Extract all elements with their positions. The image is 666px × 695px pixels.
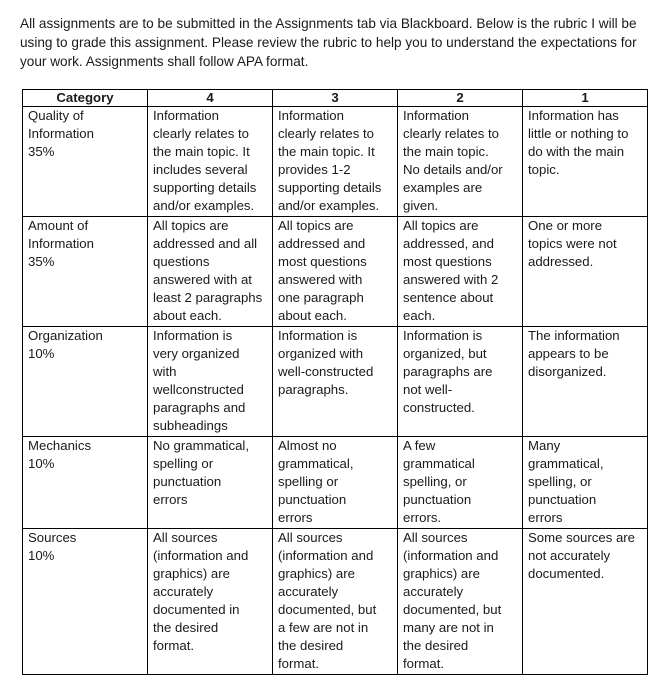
- criteria-cell-2: A few grammatical spelling, or punctuation errors.: [398, 437, 523, 529]
- criteria-cell-4: All sources (information and graphics) are accurately documented in the desired format.: [148, 529, 273, 675]
- criteria-cell-1: Many grammatical, spelling, or punctuation errors: [523, 437, 648, 529]
- criteria-cell-3: Almost no grammatical, spelling or punctuation errors: [273, 437, 398, 529]
- criteria-cell-2: All topics are addressed, and most questions answered with 2 sentence about each.: [398, 217, 523, 327]
- header-category: Category: [23, 90, 148, 107]
- criteria-cell-2: Information is organized, but paragraphs are not well- constructed.: [398, 327, 523, 437]
- intro-paragraph: All assignments are to be submitted in the Assignments tab via Blackboard. Below is the rubric I will be using to grade this assignment. Please review the rubric to help you to understand the expectations for your work. Assignments shall follow APA format.: [20, 16, 637, 69]
- criteria-cell-2: Information clearly relates to the main topic. No details and/or examples are given.: [398, 107, 523, 217]
- rubric-row-quality: [23, 107, 648, 217]
- rubric-row-organization: [23, 327, 648, 437]
- header-score-4: 4: [148, 90, 273, 107]
- grading-rubric-table: [22, 89, 648, 675]
- criteria-cell-4: Information is very organized with wellconstructed paragraphs and subheadings: [148, 327, 273, 437]
- criteria-cell-1: Information has little or nothing to do with the main topic.: [523, 107, 648, 217]
- category-cell: Organization 10%: [23, 327, 148, 437]
- criteria-cell-4: No grammatical, spelling or punctuation errors: [148, 437, 273, 529]
- category-cell: Sources 10%: [23, 529, 148, 675]
- criteria-cell-1: The information appears to be disorganized.: [523, 327, 648, 437]
- header-score-3: 3: [273, 90, 398, 107]
- rubric-row-amount: [23, 217, 648, 327]
- criteria-cell-3: All sources (information and graphics) are accurately documented, but a few are not in the desired format.: [273, 529, 398, 675]
- rubric-row-sources: [23, 529, 648, 675]
- criteria-cell-4: All topics are addressed and all questions answered with at least 2 paragraphs about each.: [148, 217, 273, 327]
- criteria-cell-4: Information clearly relates to the main topic. It includes several supporting details and/or examples.: [148, 107, 273, 217]
- category-cell: Amount of Information 35%: [23, 217, 148, 327]
- rubric-header-row: [23, 90, 648, 107]
- header-score-1: 1: [523, 90, 648, 107]
- criteria-cell-1: Some sources are not accurately documented.: [523, 529, 648, 675]
- rubric-row-mechanics: [23, 437, 648, 529]
- criteria-cell-2: All sources (information and graphics) are accurately documented, but many are not in the desired format.: [398, 529, 523, 675]
- criteria-cell-3: Information is organized with well-constructed paragraphs.: [273, 327, 398, 437]
- header-score-2: 2: [398, 90, 523, 107]
- criteria-cell-3: All topics are addressed and most questions answered with one paragraph about each.: [273, 217, 398, 327]
- criteria-cell-3: Information clearly relates to the main topic. It provides 1-2 supporting details and/or examples.: [273, 107, 398, 217]
- category-cell: Quality of Information 35%: [23, 107, 148, 217]
- category-cell: Mechanics 10%: [23, 437, 148, 529]
- criteria-cell-1: One or more topics were not addressed.: [523, 217, 648, 327]
